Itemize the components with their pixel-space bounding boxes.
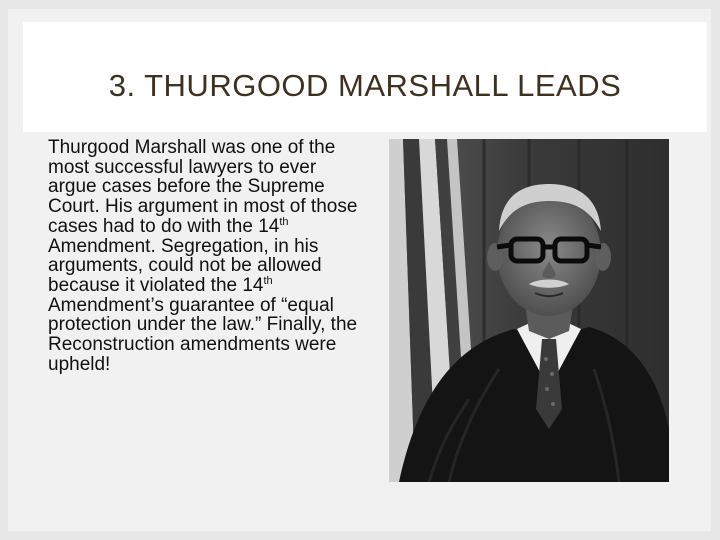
body-text-part-1: Thurgood Marshall was one of the most successful lawyers to ever argue cases before the Supreme Court. His argument in most of those cases had to do with the 14 [48,137,358,237]
slide-title: 3. THURGOOD MARSHALL LEADS [108,68,622,103]
title-area [23,22,707,132]
body-text-part-2: Amendment. Segregation, in his arguments, could not be allowed because it violated the 14 [48,235,322,296]
superscript-th-2: th [263,274,273,287]
portrait-photo [389,139,669,482]
superscript-th-1: th [279,215,289,228]
body-text-part-3: Amendment’s guarantee of “equal protection under the law.” Finally, the Reconstruction amendments were upheld! [48,294,358,375]
portrait-illustration [389,139,669,482]
slide [8,9,711,531]
body-text [48,138,368,374]
